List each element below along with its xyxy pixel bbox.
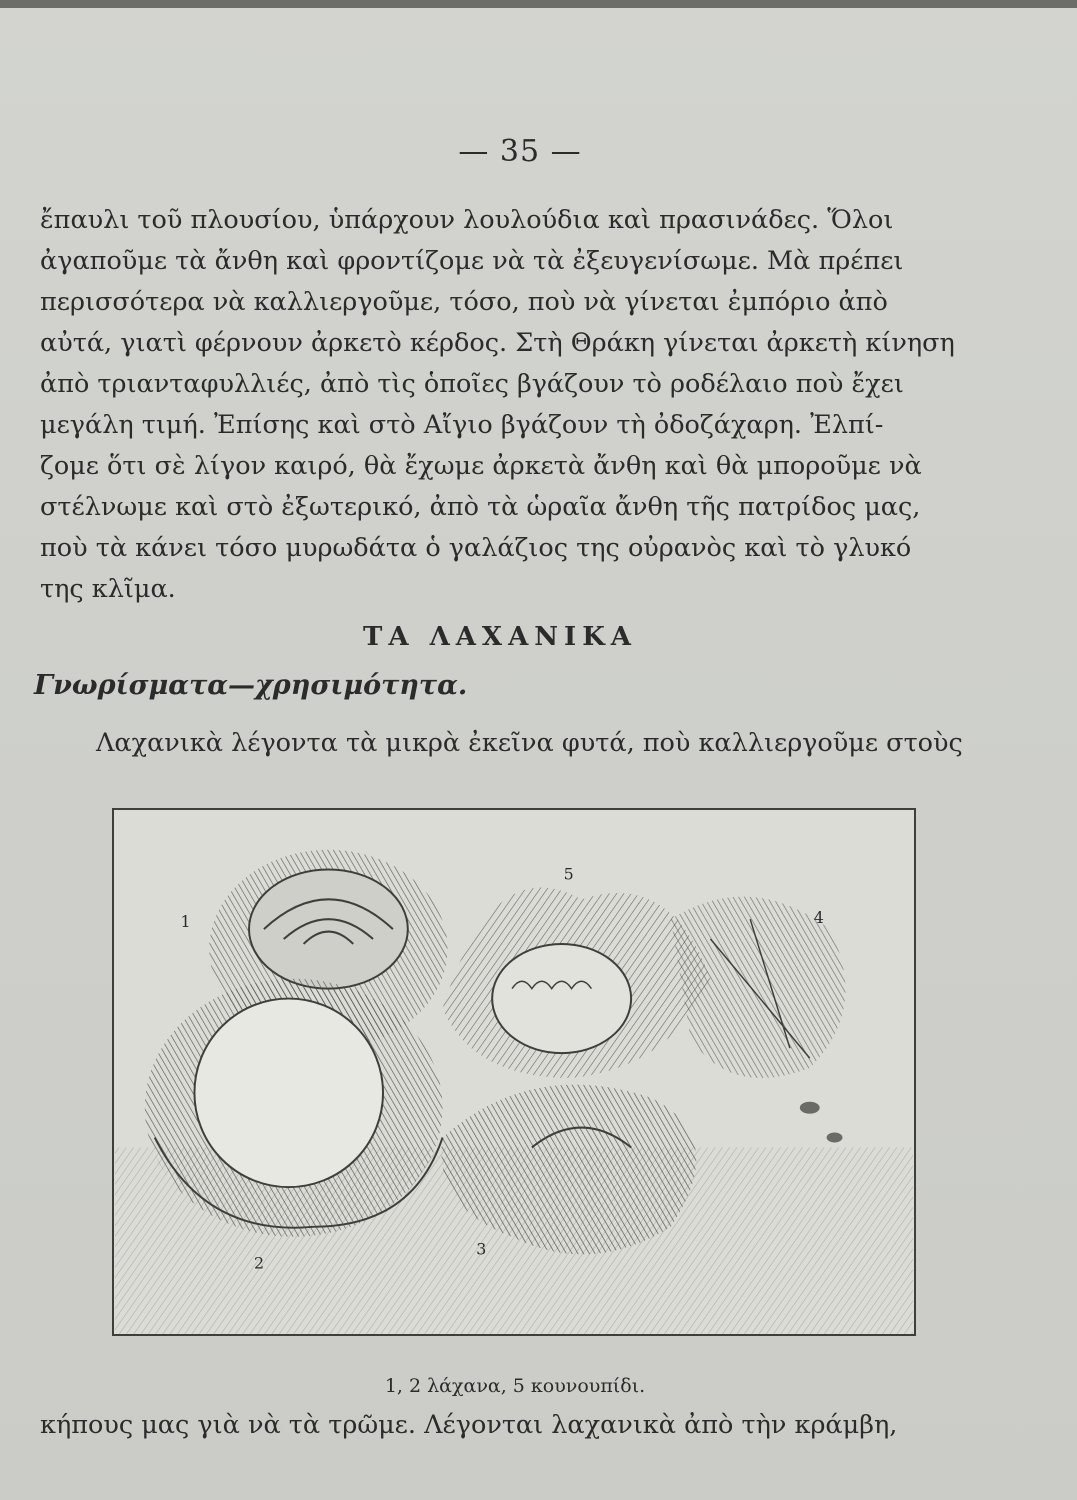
text-line: αὐτά, γιατὶ φέρνουν ἀρκετὸ κέρδος. Στὴ Θράκη γίνεται ἀρκετὴ κίνηση [40, 328, 955, 358]
figure-label-2: 2 [253, 1253, 265, 1273]
section-title: ΤΑ ΛΑΧΑΝΙΚΑ [363, 622, 637, 652]
engraving [114, 810, 914, 1334]
cabbage-2 [145, 979, 443, 1237]
figure-label-5: 5 [563, 864, 574, 884]
text-line: περισσότερα νὰ καλλιεργοῦμε, τόσο, ποὺ νὰ γίνεται ἐμπόριο ἀπὸ [40, 287, 888, 317]
text-line: ποὺ τὰ κάνει τόσο μυρωδάτα ὁ γαλάζιος της οὐρανὸς καὶ τὸ γλυκό [40, 533, 912, 563]
text-line: της κλῖμα. [40, 574, 176, 604]
text-line: ζομε ὅτι σὲ λίγον καιρό, θὰ ἔχωμε ἀρκετὰ ἄνθη καὶ θὰ μποροῦμε νὰ [40, 451, 922, 481]
figure-caption: 1, 2 λάχανα, 5 κουνουπίδι. [384, 1375, 646, 1397]
text-line: ἀγαποῦμε τὰ ἄνθη καὶ φροντίζομε νὰ τὰ ἐξευγενίσωμε. Μὰ πρέπει [40, 246, 904, 276]
text-line: ἀπὸ τριανταφυλλιές, ἀπὸ τὶς ὁποῖες βγάζουν τὸ ροδέλαιο ποὺ ἔχει [40, 369, 904, 399]
vegetables-illustration [112, 808, 916, 1336]
paragraph-flowers [40, 200, 976, 610]
figure-label-3: 3 [476, 1239, 487, 1259]
paragraph-vegetables-intro: Λαχανικὰ λέγοντα τὰ μικρὰ ἐκεῖνα φυτά, ποὺ καλλιεργοῦμε στοὺς [96, 728, 963, 758]
page-number: — 35 — [458, 134, 582, 169]
text-line: μεγάλη τιμή. Ἐπίσης καὶ στὸ Αἴγιο βγάζουν τὴ ὀδοζάχαρη. Ἐλπί- [40, 410, 884, 440]
scan-top-edge [0, 0, 1077, 8]
subsection-title: Γνωρίσματα—χρησιμότητα. [34, 670, 468, 701]
figure-label-4: 4 [813, 908, 824, 928]
figure-label-1: 1 [180, 912, 191, 932]
text-line: ἔπαυλι τοῦ πλουσίου, ὑπάρχουν λουλούδια καὶ πρασινάδες. Ὅλοι [40, 205, 894, 235]
text-line: στέλνωμε καὶ στὸ ἐξωτερικό, ἀπὸ τὰ ὡραῖα ἄνθη τῆς πατρίδος μας, [40, 492, 921, 522]
paragraph-continuation: κήπους μας γιὰ νὰ τὰ τρῶμε. Λέγονται λαχανικὰ ἀπὸ τὴν κράμβη, [40, 1410, 898, 1440]
